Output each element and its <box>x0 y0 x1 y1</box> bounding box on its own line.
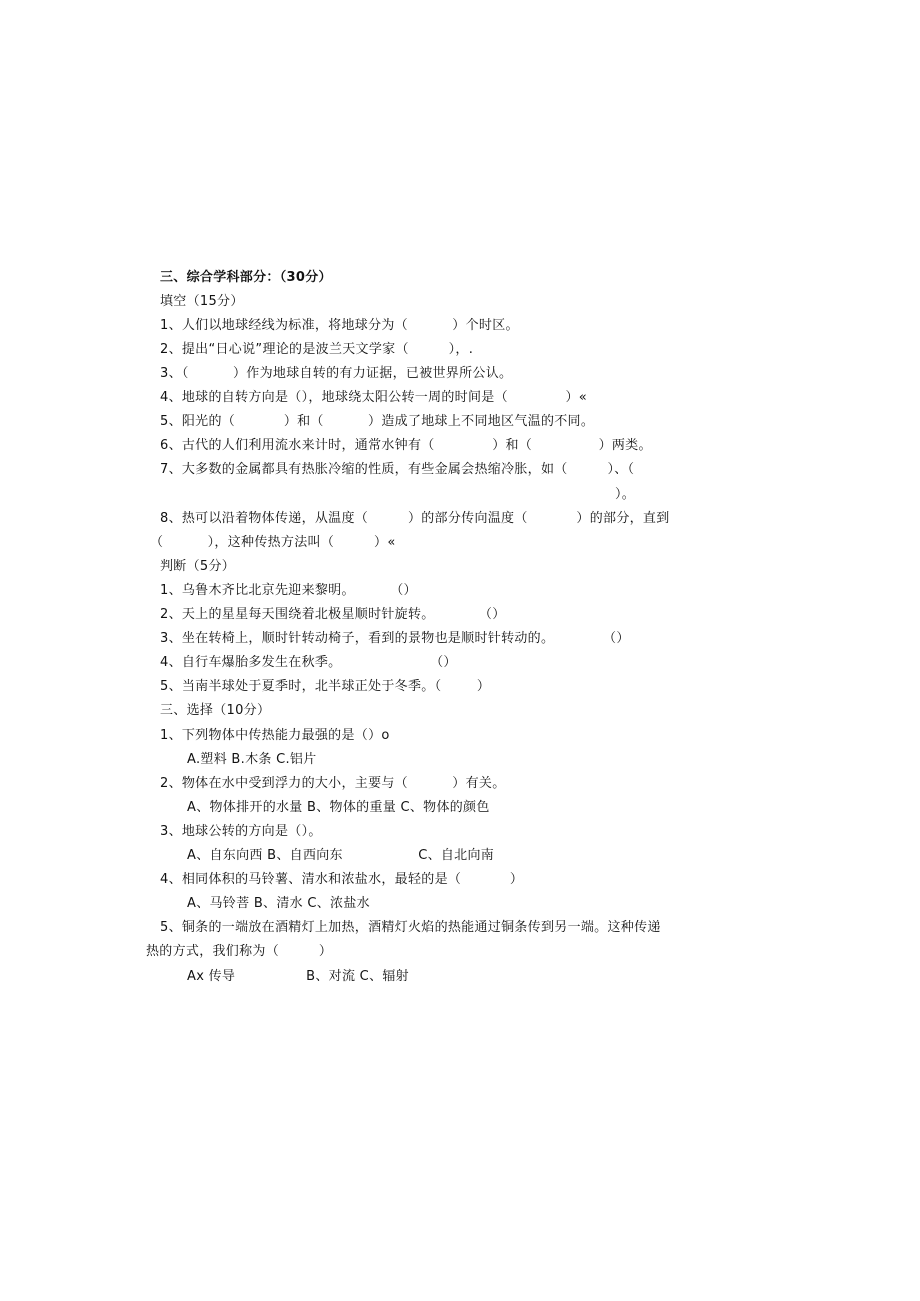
choice-options: A.塑料 B.木条 C.铝片 <box>187 752 317 767</box>
fill-blank-item: 1、人们以地球经线为标准，将地球分为（ ）个时区。 <box>160 318 519 333</box>
choice-options: Ax 传导 B、对流 C、辐射 <box>187 969 409 984</box>
choice-question: 3、地球公转的方向是（）。 <box>160 824 322 839</box>
choice-question-continuation: 热的方式，我们称为（ ） <box>146 944 333 959</box>
choice-options: A、物体排开的水量 B、物体的重量 C、物体的颜色 <box>187 800 490 815</box>
fill-blank-item: 4、地球的自转方向是（），地球绕太阳公转一周的时间是（ ）« <box>160 390 588 405</box>
fill-blank-item: 5、阳光的（ ）和（ ）造成了地球上不同地区气温的不同。 <box>160 414 595 429</box>
choice-question: 1、下列物体中传热能力最强的是（）o <box>160 728 390 743</box>
judge-item: 3、坐在转椅上，顺时针转动椅子，看到的景物也是顺时针转动的。 （） <box>160 631 630 646</box>
choice-heading: 三、选择（10分） <box>160 703 271 718</box>
judge-item: 2、天上的星星每天围绕着北极星顺时针旋转。 （） <box>160 607 506 622</box>
fill-blank-heading: 填空（15分） <box>160 294 244 309</box>
judge-item: 1、乌鲁木齐比北京先迎来黎明。 （） <box>160 583 417 598</box>
choice-options: A、马铃菩 B、清水 C、浓盐水 <box>187 896 370 911</box>
judge-item: 4、自行车爆胎多发生在秋季。 （） <box>160 655 457 670</box>
fill-blank-item: 3、（ ）作为地球自转的有力证据，已被世界所公认。 <box>160 366 513 381</box>
fill-blank-item: 7、大多数的金属都具有热胀冷缩的性质，有些金属会热缩冷胀，如（ ）、（ <box>160 462 635 477</box>
judge-heading: 判断（5分） <box>160 559 236 574</box>
choice-question: 2、物体在水中受到浮力的大小，主要与（ ）有关。 <box>160 776 506 791</box>
fill-blank-item: 6、古代的人们利用流水来计时，通常水钟有（ ）和（ ）两类。 <box>160 438 652 453</box>
fill-blank-item: 2、提出“日心说”理论的是波兰天文学家（ ），. <box>160 342 474 357</box>
choice-question: 5、铜条的一端放在酒精灯上加热，酒精灯火焰的热能通过铜条传到另一端。这种传递 <box>160 920 661 935</box>
choice-options: A、自东向西 B、自西向东 C、自北向南 <box>187 848 495 863</box>
fill-blank-item: 8、热可以沿着物体传递，从温度（ ）的部分传向温度（ ）的部分，直到 <box>160 511 670 526</box>
fill-blank-item-continuation: ）。 <box>615 487 636 502</box>
choice-question: 4、相同体积的马铃薯、清水和浓盐水，最轻的是（ ） <box>160 872 524 887</box>
fill-blank-item-continuation: （ ），这种传热方法叫（ ）« <box>150 535 396 550</box>
section-title: 三、综合学科部分：（30分） <box>160 270 332 285</box>
judge-item: 5、当南半球处于夏季时，北半球正处于冬季。（ ） <box>160 679 491 694</box>
